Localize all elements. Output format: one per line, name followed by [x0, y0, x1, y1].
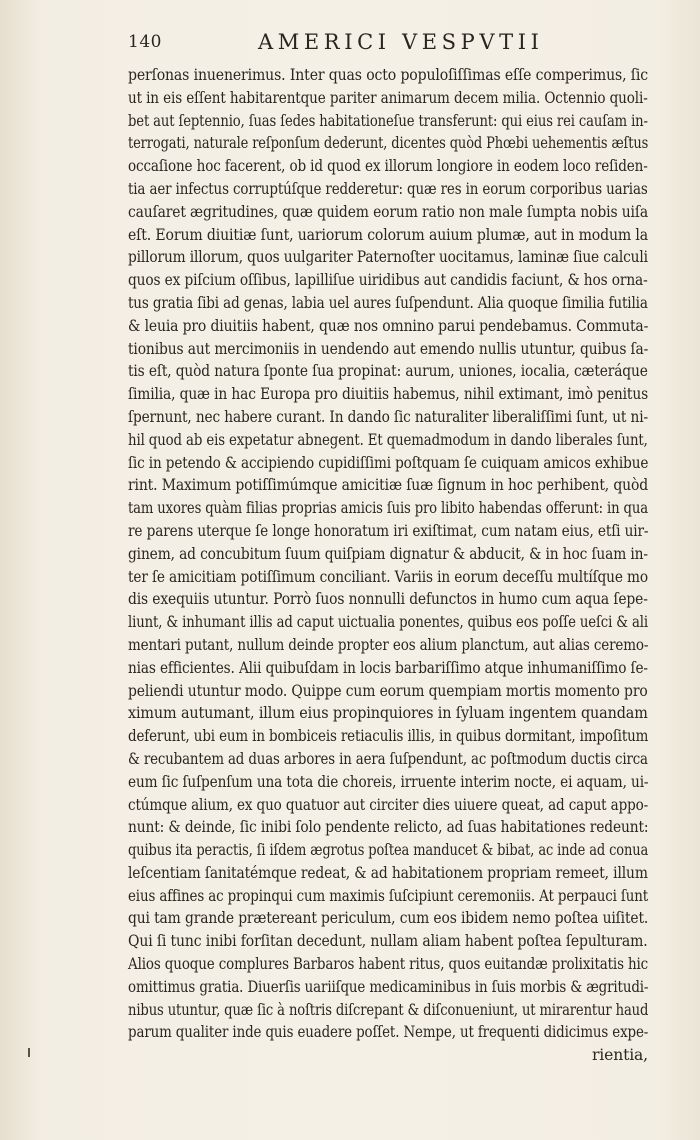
text-line: peliendi utuntur modo. Quippe cum eorum quempiam mortis momento pro: [128, 681, 648, 700]
text-line: tia aer infectus corruptúſque redderetur: quæ res in eorum corporibus uarias: [128, 179, 648, 198]
text-line: nias efficientes. Alii quibuſdam in locis barbariſſimo atque inhumaniſſimo ſe-: [128, 658, 648, 677]
text-line: & leuia pro diuitiis habent, quæ nos omnino parui pendebamus. Commuta-: [128, 316, 649, 335]
text-line: ginem, ad concubitum ſuum quiſpiam dignatur & abducit, & in hoc ſuam in-: [128, 544, 648, 563]
margin-mark: [28, 1048, 30, 1057]
text-line: Alios quoque complures Barbaros habent ritus, quos euitandæ prolixitatis hic: [128, 955, 649, 974]
body-text: [128, 64, 648, 1067]
text-line: terrogati, naturale reſponſum dederunt, dicentes quòd Phœbi uehementis æſtus: [128, 134, 649, 153]
text-line: tus gratia ſibi ad genas, labia uel aures ſuſpendunt. Alia quoque ſimilia futilia: [128, 293, 648, 312]
text-line: ctúmque alium, ex quo quatuor aut circiter dies uiuere queat, ad caput appo-: [128, 795, 649, 814]
text-line: tionibus aut mercimoniis in uendendo aut emendo nullis utuntur, quibus ſa-: [128, 339, 649, 358]
text-line: ſpernunt, nec habere curant. In dando ſic naturaliter liberaliſſimi ſunt, ut ni-: [128, 407, 648, 426]
catchword: rientia,: [591, 1046, 648, 1065]
page-header: [128, 30, 648, 58]
text-line: perſonas inuenerimus. Inter quas octo populoſiſſimas eſſe comperimus, ſic: [128, 66, 648, 84]
text-line: parum qualiter inde quis euadere poſſet. Nempe, ut frequenti didicimus expe-: [128, 1023, 649, 1042]
text-line: ſic in petendo & accipiendo cupidiſſimi poſtquam ſe cuiquam amicos exhibue: [128, 453, 649, 472]
text-line: leſcentiam ſanitatémque redeat, & ad habitationem propriam remeet, illum: [128, 863, 648, 882]
text-line: liunt, & inhumant illis ad caput uictualia ponentes, quibus eos poſſe ueſci & ali: [128, 613, 649, 632]
text-line: ſimilia, quæ in hac Europa pro diuitiis habemus, nihil extimant, imò penitus: [128, 385, 649, 404]
text-line: eſt. Eorum diuitiæ ſunt, uariorum colorum auium plumæ, aut in modum la: [128, 225, 649, 244]
text-line: tam uxores quàm filias proprias amicis ſuis pro libito habendas offerunt: in qua: [128, 499, 648, 518]
page-number: 140: [128, 32, 162, 52]
text-line: occaſione hoc facerent, ob id quod ex illorum longiore in eodem loco reſiden-: [128, 157, 648, 176]
text-line: deferunt, ubi eum in bombiceis retiaculis illis, in quibus dormitant, impoſitum: [128, 727, 649, 746]
text-line: rint. Maximum potiſſimúmque amicitiæ ſuæ ſignum in hoc perhibent, quòd: [128, 476, 649, 495]
text-line: ter ſe amicitiam potiſſimum conciliant. Variis in eorum deceſſu multíſque mo: [128, 567, 648, 586]
text-line: qui tam grande prætereant periculum, cum eos ibidem nemo poſtea uiſitet.: [128, 909, 649, 928]
text-line: cauſaret ægritudines, quæ quidem eorum ratio non male ſumpta nobis uiſa: [128, 202, 649, 221]
text-line: ut in eis eſſent habitarentque pariter animarum decem milia. Octennio quoli-: [128, 88, 648, 107]
text-line: & recubantem ad duas arbores in aera ſuſpendunt, ac poſtmodum ductis circa: [128, 749, 648, 768]
text-line: mentari putant, nullum deinde propter eos alium planctum, aut alias ceremo-: [128, 635, 649, 654]
text-line: tis eſt, quòd natura ſponte ſua propinat: aurum, uniones, iocalia, cæteráque: [128, 362, 648, 381]
text-line: eius affines ac propinqui cum maximis ſuſcipiunt ceremoniis. At perpauci ſunt: [128, 886, 648, 905]
text-line: omittimus gratia. Diuerſis uariiſque medicaminibus in ſuis morbis & ægritudi-: [128, 977, 649, 996]
text-line: bet aut ſeptennio, ſuas ſedes habitationeſue transferunt: qui eius rei cauſam in-: [128, 111, 648, 130]
text-line: eum ſic ſuſpenſum una tota die choreis, irruente interim nocte, ei aquam, ui-: [128, 772, 649, 791]
running-head: AMERICI VESPVTII: [258, 30, 544, 54]
text-line: re parens uterque ſe longe honoratum iri exiſtimat, cum natam eius, etſi uir-: [128, 521, 649, 540]
text-line: pillorum illorum, quos uulgariter Paternoſter uocitamus, laminæ ſiue calculi: [128, 248, 648, 267]
text-line: nibus utuntur, quæ ſic à noſtris diſcrepant & diſconueniunt, ut mirarentur haud: [128, 1000, 649, 1019]
text-line: Qui ſi tunc inibi forſitan decedunt, nullam aliam habent poſtea ſepulturam.: [128, 932, 648, 951]
text-line: hil quod ab eis expetatur abnegent. Et quemadmodum in dando liberales ſunt,: [128, 430, 648, 449]
text-line: quibus ita peractis, ſi iſdem ægrotus poſtea manducet & bibat, ac inde ad conua: [128, 841, 649, 860]
text-line: quos ex piſcium oſſibus, lapilliſue uiridibus aut candidis faciunt, & hos orna-: [128, 271, 648, 290]
text-line: nunt: & deinde, ſic inibi ſolo pendente relicto, ad ſuas habitationes redeunt:: [128, 818, 649, 837]
text-line: dis exequiis utuntur. Porrò ſuos nonnulli defunctos in humo cum aqua ſepe-: [128, 590, 648, 609]
text-line: ximum autumant, illum eius propinquiores in ſyluam ingentem quandam: [128, 704, 648, 723]
